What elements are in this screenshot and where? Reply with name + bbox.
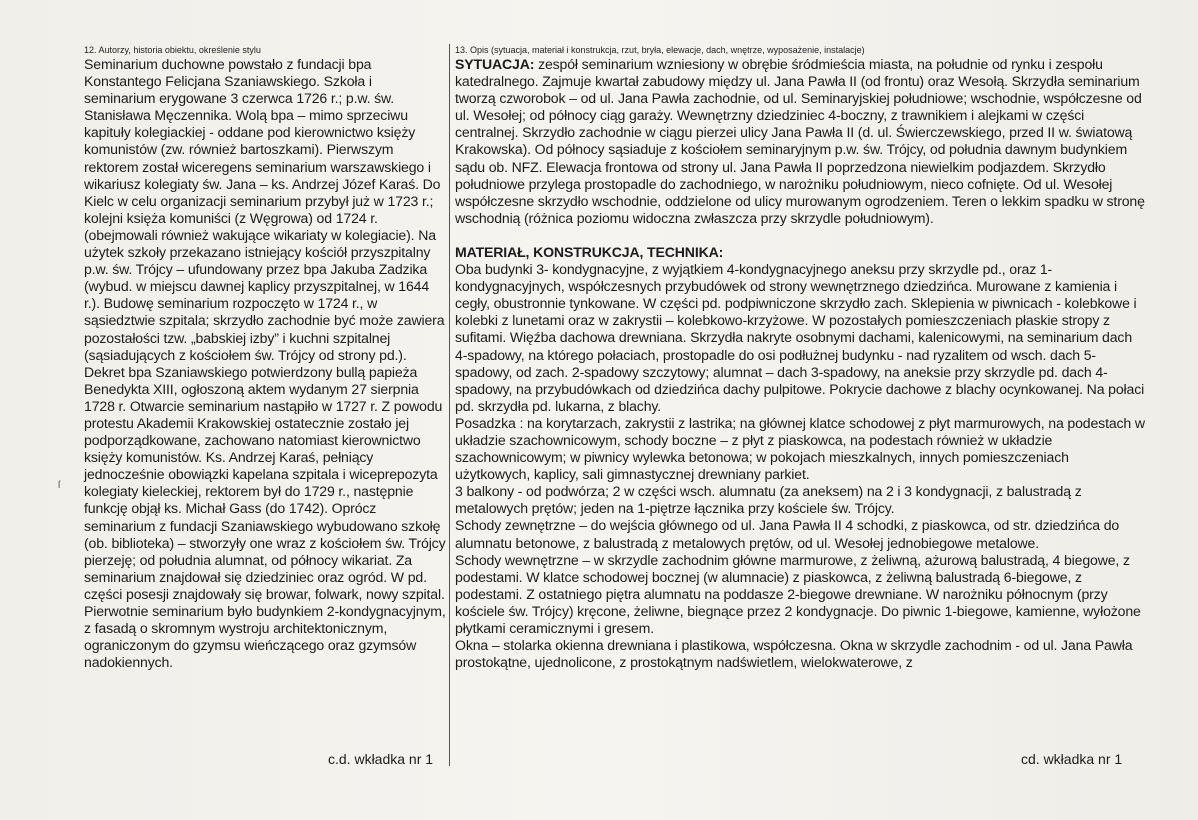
material-text: Oba budynki 3- kondygnacyjne, z wyjątkiem 4-kondygnacyjnego aneksu przy skrzydle pd., oraz 1-kondygnacyjnych, współczesnych przybudówek od strony wewnętrznego dziedzińca. Murowane z kamienia i cegły, obustronnie tynkowane. W części pd. podpiwniczone skrzydło zach. Sklepienia w piwnicach - kolebkowe i kolebki z lunetami oraz w zakrystii – kolebkowo-krzyżowe. W pozostałych pomieszczeniach płaskie stropy z sufitami. Więźba dachowa drewniana. Skrzydła nakryte osobnymi dachami, kalenicowymi, na seminarium dach 4-spadowy, na którego połaciach, prostopadle do osi podłużnej budynku - nad ryzalitem od wsch. dach 5-spadowy, od zach. 2-spadowy szczytowy; alumnat – dach 3-spadowy, na aneksie przy skrzydle pd. dach 4-spadowy, na przybudówkach od dziedzińca dachy pulpitowe. Pokrycie dachowe z blachy ocynkowanej. Na połaci pd. skrzydła pd. lukarna, z blachy. — [455, 261, 1145, 414]
situation-label: SYTUACJA: — [455, 56, 535, 72]
right-continuation-note: cd. wkładka nr 1 — [1021, 751, 1123, 767]
floor-text: Posadzka : na korytarzach, zakrystii z lastrika; na głównej klatce schodowej z płyt marmurowych, na podestach w układzie szachownicowym, schody boczne – z płyt z piaskowca, na podestach również w układzie szachownicowym; w piwnicy wylewka betonowa; w pokojach mieszkalnych, innych pomieszczeniach użytkowych, kaplicy, sali gimnastycznej drewniany parkiet. — [455, 414, 1145, 483]
history-column — [84, 44, 446, 671]
situation-text: zespół seminarium wzniesiony w obrębie śródmieścia miasta, na południe od rynku i zespołu katedralnego. Zajmuje kwartał zabudowy między ul. Jana Pawła II (od frontu) oraz Wesołą. Skrzydła seminarium tworzą czworobok – od ul. Jana Pawła zachodnie, od ul. Seminaryjskiej południowe; wschodnie, współczesne od ul. Wesołej; od północy ciąg garaży. Wewnętrzny dziedziniec 4-boczny, z trawnikiem i alejkami w części centralnej. Skrzydło zachodnie w ciągu pierzei ulicy Jana Pawła II (d. ul. Świerczewskiego, przed II w. światową Krakowska). Od północy sąsiaduje z kościołem seminaryjnym p.w. św. Trójcy, od południa dawnym budynkiem sądu ob. NFZ. Elewacja frontowa od strony ul. Jana Pawła II poprzedzona niewielkim podjazdem. Skrzydło południowe przylega prostopadle do zachodniego, w narożniku południowym, nieco cofnięte. Od ul. Wesołej współczesne skrzydło wschodnie, oddzielone od ulicy murowanym ogrodzeniem. Teren o lekkim spadku w stronę wschodnią (różnica poziomu widoczna zwłaszcza przy skrzydle południowym). — [455, 56, 1145, 226]
inner-stairs-text: Schody wewnętrzne – w skrzydle zachodnim główne marmurowe, z żeliwną, ażurową balustradą, 4 biegowe, z podestami. W klatce schodowej bocznej (w alumnacie) z piaskowca, z żeliwną balustradą 6-biegowe, z podestami. Z ostatniego piętra alumnatu na poddasze 2-biegowe drewniane. W narożniku północnym (przy kościele św. Trójcy) kręcone, żeliwne, biegnące przez 2 kondygnacje. Do piwnic 1-biegowe, kamienne, wyłożone płytkami ceramicznymi i gresem. — [455, 551, 1141, 636]
paragraph-gap — [455, 227, 1145, 244]
material-heading: MATERIAŁ, KONSTRUKCJA, TECHNIKA: — [455, 243, 724, 260]
history-section-header: 12. Autorzy, historia obiektu, określenie stylu — [84, 45, 261, 55]
outer-stairs-text: Schody zewnętrzne – do wejścia głównego od ul. Jana Pawła II 4 schodki, z piaskowca, od str. dziedzińca do alumnatu betonowe, z balustradą z metalowych prętów, od ul. Wesołej jednobiegowe metalowe. — [455, 517, 1120, 551]
description-section-header: 13. Opis (sytuacja, materiał i konstrukcja, rzut, bryła, elewacje, dach, wnętrze, wyposażenie, instalacje) — [455, 45, 865, 55]
description-column — [455, 44, 1145, 671]
balcony-text: 3 balkony - od podwórza; 2 w części wsch. alumnatu (za aneksem) na 2 i 3 kondygnacji, z balustradą z metalowych prętów; jeden na 1-piętrze łącznika przy kościele św. Trójcy. — [455, 483, 1082, 517]
column-divider — [449, 44, 450, 766]
history-text: Seminarium duchowne powstało z fundacji bpa Konstantego Felicjana Szaniawskiego. Szkoła i seminarium erygowane 3 czerwca 1726 r.; p.w. św. Stanisława Męczennika. Wolą bpa – mimo sprzeciwu kapituły kolegiackiej - oddane pod kierownictwo księży komunistów (zw. również bartoszkami). Pierwszym rektorem został wiceregens seminarium warszawskiego i wikariusz kolegiaty św. Jana – ks. Andrzej Józef Karaś. Do Kielc w celu organizacji seminarium przybył już w 1723 r.; kolejni księża komuniści (z Węgrowa) od 1724 r. (obejmowali również wakujące wikariaty w kolegiacie). Na użytek szkoły przekazano istniejący kościół przyszpitalny p.w. św. Trójcy – ufundowany przez bpa Jakuba Zadzika (wybud. w miejscu dawnej kaplicy przyszpitalnej, w 1644 r.). Budowę seminarium rozpoczęto w 1724 r., w sąsiedztwie szpitala; skrzydło zachodnie być może zawiera pozostałości tzw. „babskiej izby” i kuchni szpitalnej (sąsiadujących z kościołem św. Trójcy od strony pd.). Dekret bpa Szaniawskiego potwierdzony bullą papieża Benedykta XIII, ogłoszoną aktem wydanym 27 sierpnia 1728 r. Otwarcie seminarium nastąpiło w 1727 r. Z powodu protestu Akademii Krakowskiej ostatecznie zostało jej podporządkowane, zachowano natomiast kierownictwo księży komunistów. Ks. Andrzej Karaś, pełniący jednocześnie obowiązki kapelana szpitala i wiceprepozyta kolegiaty kieleckiej, rektorem był do 1729 r., następnie funkcję objął ks. Michał Gass (do 1742). Oprócz seminarium z fundacji Szaniawskiego wybudowano szkołę (ob. biblioteka) – stworzyły one wraz z kościołem św. Trójcy pierzeję; od południa alumnat, od północy wikariat. Za seminarium znajdował się dziedziniec oraz ogród. W pd. części posesji znajdowały się browar, folwark, nowy szpital. Pierwotnie seminarium było budynkiem 2-kondygnacyjnym, z fasadą o skromnym wystroju architektonicznym, ograniczonym do gzymsu wieńczącego oraz gzymsów nadokiennych. — [84, 56, 446, 671]
left-continuation-note: c.d. wkładka nr 1 — [328, 751, 434, 767]
margin-mark: ſ — [58, 480, 61, 491]
situation-paragraph — [455, 56, 1145, 227]
windows-text: Okna – stolarka okienna drewniana i plastikowa, współczesna. Okna w skrzydle zachodnim - od ul. Jana Pawła prostokątne, ujednolicone, z prostokątnym nadświetlem, wielokwaterowe, z — [455, 637, 1133, 671]
